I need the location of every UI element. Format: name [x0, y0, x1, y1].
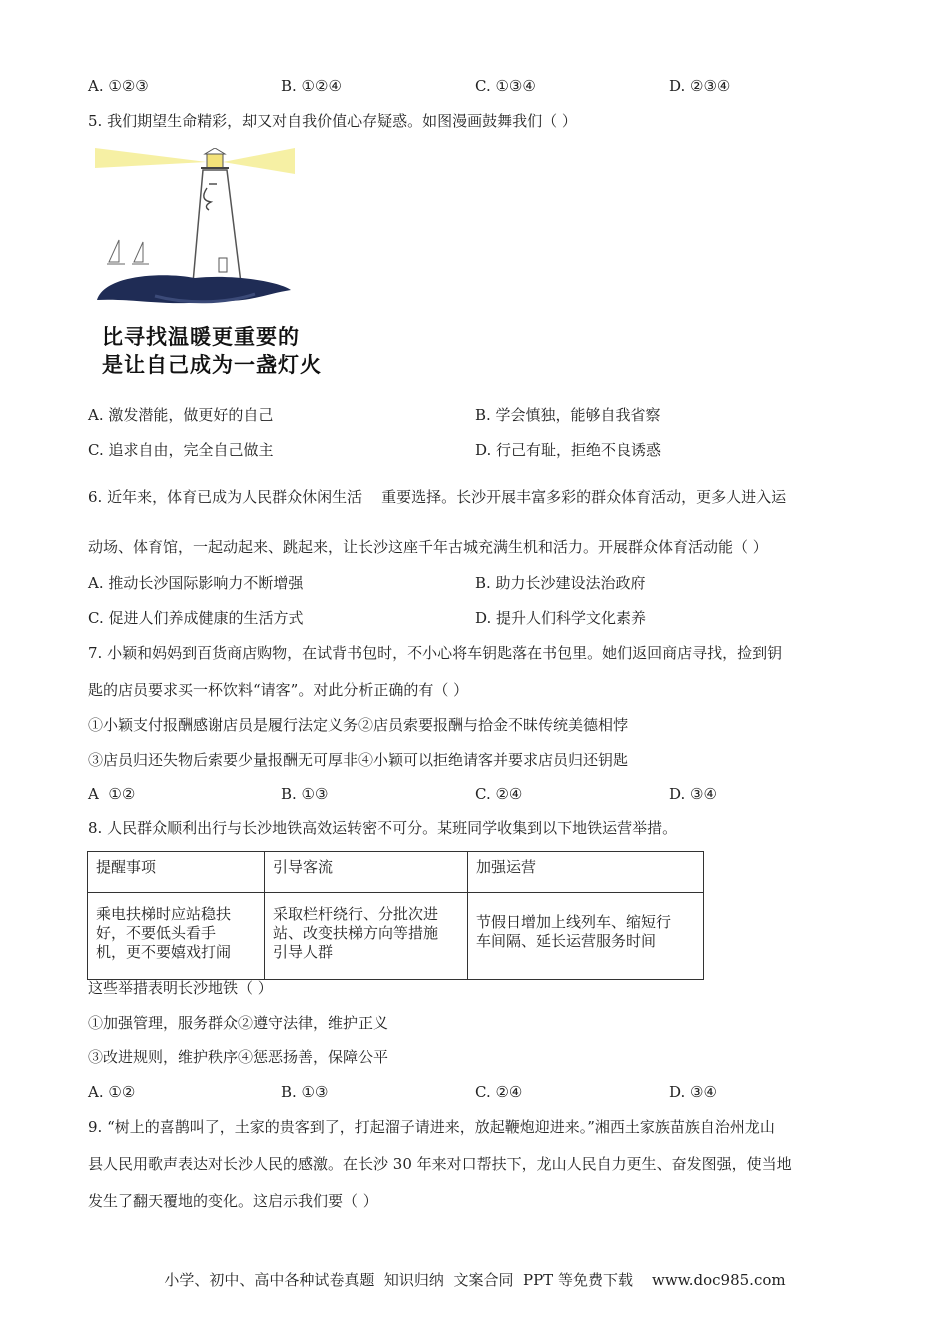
table-header-cell: 引导客流: [265, 852, 468, 893]
table-cell-flow-guidance: [265, 893, 468, 980]
cartoon-caption-line-1: 比寻找温暖更重要的: [102, 325, 300, 349]
q5-option-b: B. 学会慎独，能够自我省察: [475, 406, 661, 424]
cell-line: 引导人群: [273, 943, 334, 961]
q7-option-d: D. ③④: [669, 785, 717, 803]
table-header-cell: 加强运营: [468, 852, 704, 893]
q6-option-d: D. 提升人们科学文化素养: [475, 609, 647, 627]
q7-stem-line-2: 匙的店员要求买一杯饮料“请客”。对此分析正确的有（ ）: [88, 681, 469, 699]
cell-line: 好，不要低头看手: [96, 924, 217, 942]
q9-stem-line-1: 9. “树上的喜鹊叫了，土家的贵客到了，打起溜子请进来，放起鞭炮迎进来。”湘西土家族苗族自治州龙山: [88, 1118, 775, 1136]
q4-option-d: D. ②③④: [669, 77, 731, 95]
q8-statements-line-1: ①加强管理，服务群众②遵守法律，维护正义: [88, 1014, 389, 1032]
q8-option-d: D. ③④: [669, 1083, 717, 1101]
cell-line: 站、改变扶梯方向等措施: [273, 924, 439, 942]
q5-option-a: A. 激发潜能，做更好的自己: [88, 406, 274, 424]
q9-stem-line-2: 县人民用歌声表达对长沙人民的感激。在长沙 30 年来对口帮扶下，龙山人民自力更生、奋发图强，使当地: [88, 1155, 792, 1173]
q6-option-b: B. 助力长沙建设法治政府: [475, 574, 646, 592]
cell-line: 车间隔、延长运营服务时间: [476, 932, 657, 950]
q8-stem: 8. 人民群众顺利出行与长沙地铁高效运转密不可分。某班同学收集到以下地铁运营举措。: [88, 819, 678, 837]
q8-question: 这些举措表明长沙地铁（ ）: [88, 979, 273, 997]
cell-line: 乘电扶梯时应站稳扶: [96, 905, 232, 923]
cartoon-caption-line-2: 是让自己成为一盏灯火: [102, 353, 322, 377]
q8-option-c: C. ②④: [475, 1083, 523, 1101]
q7-option-a: A ①②: [88, 785, 136, 803]
q4-option-c: C. ①③④: [475, 77, 536, 95]
table-header-cell: 提醒事项: [88, 852, 265, 893]
q7-stem-line-1: 7. 小颖和妈妈到百货商店购物，在试背书包时，不小心将车钥匙落在书包里。她们返回商店寻找，捡到钥: [88, 644, 783, 662]
table-cell-operations: [468, 893, 704, 980]
table-cell-reminders: [88, 893, 265, 980]
q6-option-a: A. 推动长沙国际影响力不断增强: [88, 574, 304, 592]
q7-statements-line-1: ①小颖支付报酬感谢店员是履行法定义务②店员索要报酬与拾金不昧传统美德相悖: [88, 716, 629, 734]
cell-line: 机，更不要嬉戏打闹: [96, 943, 232, 961]
table-header-row: [88, 852, 704, 893]
q5-stem: 5. 我们期望生命精彩，却又对自我价值心存疑惑。如图漫画鼓舞我们（ ）: [88, 112, 577, 130]
q8-statements-line-2: ③改进规则，维护秩序④惩恶扬善，保障公平: [88, 1048, 389, 1066]
cell-line: 采取栏杆绕行、分批次进: [273, 905, 439, 923]
q7-option-b: B. ①③: [281, 785, 329, 803]
q6-option-c: C. 促进人们养成健康的生活方式: [88, 609, 304, 627]
q8-option-b: B. ①③: [281, 1083, 329, 1101]
q7-option-c: C. ②④: [475, 785, 523, 803]
subway-measures-table: [87, 851, 704, 980]
table-row: [88, 893, 704, 980]
q8-option-a: A. ①②: [88, 1083, 136, 1101]
cell-line: 节假日增加上线列车、缩短行: [476, 913, 672, 931]
q7-statements-line-2: ③店员归还失物后索要少量报酬无可厚非④小颖可以拒绝请客并要求店员归还钥匙: [88, 751, 629, 769]
q6-stem-line-2: 动场、体育馆，一起动起来、跳起来，让长沙这座千年古城充满生机和活力。开展群众体育活动能（ ）: [88, 538, 768, 556]
q5-option-c: C. 追求自由，完全自己做主: [88, 441, 274, 459]
q5-option-d: D. 行己有耻，拒绝不良诱惑: [475, 441, 662, 459]
q9-stem-line-3: 发生了翻天覆地的变化。这启示我们要（ ）: [88, 1192, 378, 1210]
page-footer: 小学、初中、高中各种试卷真题 知识归纳 文案合同 PPT 等免费下载 www.doc985.com: [164, 1271, 786, 1289]
cartoon-caption: [102, 323, 322, 379]
q4-option-b: B. ①②④: [281, 77, 342, 95]
q6-stem-line-1: 6. 近年来，体育已成为人民群众休闲生活 重要选择。长沙开展丰富多彩的群众体育活动，更多人进入运: [88, 488, 787, 506]
q4-option-a: A. ①②③: [88, 77, 149, 95]
